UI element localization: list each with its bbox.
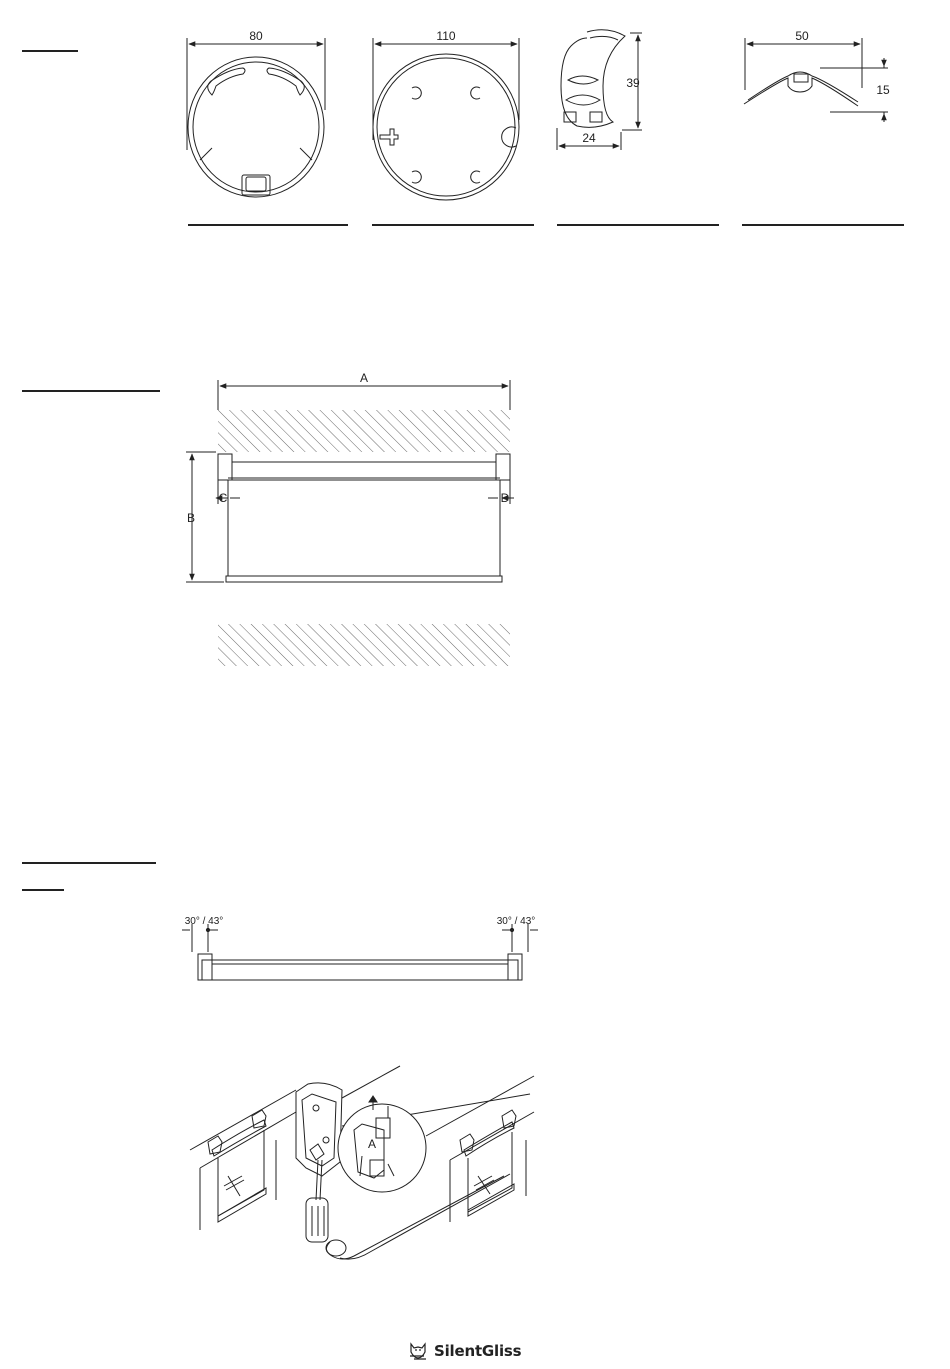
mounting-label-d: D xyxy=(500,491,510,505)
profile-110-drawing xyxy=(373,38,519,200)
cat-logo-icon xyxy=(408,1340,430,1362)
brand-name: SilentGliss xyxy=(434,1342,522,1360)
profile-80-width-label: 80 xyxy=(249,29,263,43)
angle-right-label: 30° / 43° xyxy=(496,916,536,927)
install-detail-label: A xyxy=(367,1137,377,1151)
mounting-label-c: C xyxy=(218,491,228,505)
angle-bar-diagram xyxy=(182,924,538,980)
profile-flat-bar-drawing xyxy=(744,38,888,122)
profile-bottom-bar-width-label: 24 xyxy=(582,131,596,145)
install-right-scene xyxy=(426,1076,534,1222)
install-left-scene xyxy=(190,1090,296,1230)
floor-hatch xyxy=(218,624,510,666)
profile-110-width-label: 110 xyxy=(436,29,456,43)
profile-bottom-bar-height-label: 39 xyxy=(626,76,640,90)
brand-logo xyxy=(408,1340,521,1362)
profile-flat-bar-height-label: 15 xyxy=(876,83,890,97)
ceiling-hatch xyxy=(218,410,510,452)
mounting-label-b: B xyxy=(186,511,196,525)
profile-flat-bar-width-label: 50 xyxy=(795,29,809,43)
install-detail-circle xyxy=(338,1096,426,1192)
profile-80-drawing xyxy=(187,38,325,197)
mounting-label-a: A xyxy=(359,371,369,385)
angle-left-label: 30° / 43° xyxy=(184,916,224,927)
mounting-diagram xyxy=(186,380,514,666)
